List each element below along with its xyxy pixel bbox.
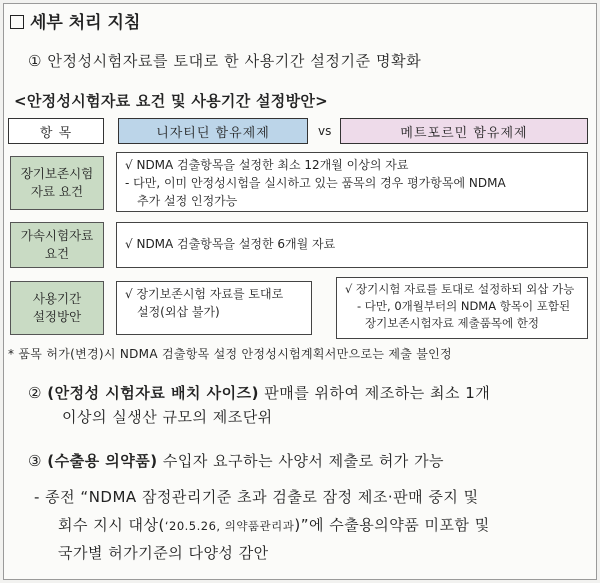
row3-met-line2: - 다만, 0개월부터의 NDMA 항목이 포함된 [357, 299, 571, 313]
row-content-accelerated [116, 222, 588, 268]
row2-label-line1: 가속시험자료 [20, 228, 94, 243]
row-content-shelf-life-metformin [336, 277, 588, 339]
row1-line1: √ NDMA 검출항목을 설정한 최소 12개월 이상의 자료 [125, 158, 409, 172]
item1-text: ① 안정성시험자료를 토대로 한 사용기간 설정기준 명확화 [28, 52, 422, 70]
item2-line1 [28, 380, 490, 406]
checkbox-square-icon [10, 15, 24, 29]
dash-line2-small: ‘20.5.26, 의약품관리과 [164, 519, 295, 533]
dash-line3: 국가별 허가기준의 다양성 감안 [58, 544, 269, 562]
footnote: * 품목 허가(변경)시 NDMA 검출항목 설정 안정성시험계획서만으로는 제출 불인정 [8, 347, 452, 361]
row1-label-line2: 자료 요건 [30, 184, 84, 199]
item3-number: ③ [28, 452, 42, 470]
row-label-accelerated [10, 222, 104, 268]
dash-line2-a: 회수 지시 대상( [58, 516, 165, 534]
row3-met-line1: √ 장기시험 자료를 토대로 설정하되 외삽 가능 [345, 282, 575, 296]
row-label-shelf-life [10, 281, 104, 335]
row-content-shelf-life-nizatidine [116, 281, 312, 335]
row2-label-line2: 요건 [44, 246, 70, 261]
vs-label: vs [318, 124, 332, 138]
table-subheading: <안정성시험자료 요건 및 사용기간 설정방안> [14, 92, 329, 110]
item2-line2: 이상의 실생산 규모의 제조단위 [62, 408, 273, 426]
item2-rest: 판매를 위하여 제조하는 최소 1개 [259, 384, 491, 402]
row1-label-line1: 장기보존시험 [20, 166, 94, 181]
row-content-long-term [116, 152, 588, 212]
item2-number: ② [28, 384, 42, 402]
row1-line2: - 다만, 이미 안정성시험을 실시하고 있는 품목의 경우 평가항목에 NDMA [125, 176, 506, 190]
section-title-text: 세부 처리 지침 [30, 13, 141, 33]
section-title [10, 8, 140, 33]
item3-bold: (수출용 의약품) [47, 452, 158, 470]
dash-line2 [58, 512, 490, 539]
row3-met-line3: 장기보존시험자료 제출품목에 한정 [365, 316, 539, 330]
row3-niza-line2: 설정(외삽 불가) [137, 305, 220, 319]
row3-niza-line1: √ 장기보존시험 자료를 토대로 [125, 287, 284, 301]
dash-line1: - 종전 “NDMA 잠정관리기준 초과 검출로 잠정 제조·판매 중지 및 [34, 488, 479, 506]
item2-bold: (안정성 시험자료 배치 사이즈) [47, 384, 259, 402]
row3-label-line1: 사용기간 [32, 291, 82, 306]
header-nizatidine: 니자티딘 함유제제 [118, 118, 308, 144]
dash-line2-b: )”에 수출용의약품 미포함 및 [294, 516, 490, 534]
row1-line3: 추가 설정 인정가능 [137, 194, 238, 208]
row-label-long-term [10, 156, 104, 210]
header-metformin: 메트포르민 함유제제 [340, 118, 588, 144]
header-item: 항 목 [8, 118, 104, 144]
row2-line1: √ NDMA 검출항목을 설정한 6개월 자료 [125, 237, 336, 251]
item3-rest: 수입자 요구하는 사양서 제출로 허가 가능 [157, 452, 445, 470]
row3-label-line2: 설정방안 [32, 309, 82, 324]
item3-line [28, 448, 444, 474]
